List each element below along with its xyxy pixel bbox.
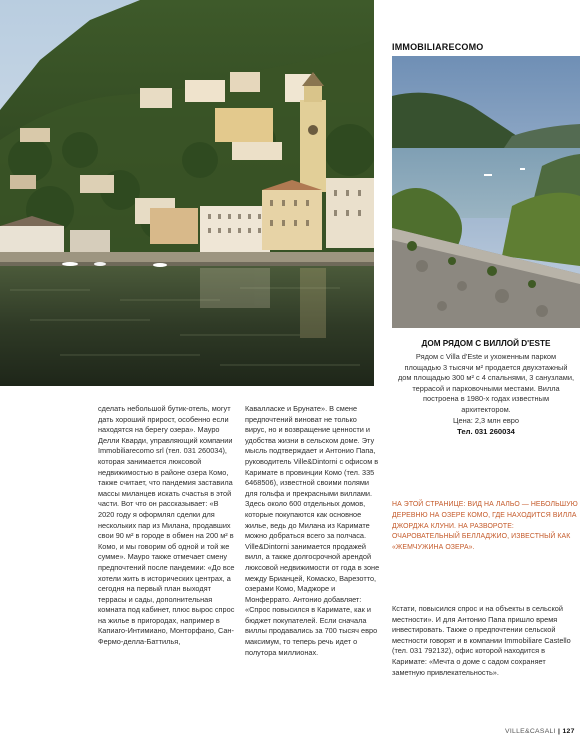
page-number: 127 [562, 728, 575, 735]
body-text: сделать небольшой бутик-отель, могут дать хороший прирост, особенно если находятся на берегу озера». Мауро Делли Кварди, управляющий компании Immobiliarecomo srl (тел. 031 260034), которая занимается люксовой недвижимостью в районе озера Комо, также считает, что пандемия заставила массы миланцев искать счастья в этой части. Вот что он рассказывает: «В 2020 году я оформлял сделки для нескольких пар из Милана, продавших свои 90 м² в городе в обмен на 200 м² в Комо, и мы говорим об одной и той же сумме». Мауро также отмечает смену предпочтений после пандемии: «До все хотели жить в исторических центрах, а сегодня на первый план выходят террасы и сады, дополнительная комната под кабинет, плюс вырос спрос на жилье в пригородах, например в Капиаго-Интимиано, Монторфано, Сан-Фермо-делла-Баттилья, [98, 404, 235, 647]
body-column-1 [98, 404, 236, 648]
photo-caption: НА ЭТОЙ СТРАНИЦЕ: ВИД НА ЛАЛЬО — НЕБОЛЬШУЮ ДЕРЕВНЮ НА ОЗЕРЕ КОМО, ГДЕ НАХОДИТСЯ ВИЛЛА ДЖОРДЖА КЛУНИ. НА РАЗВОРОТЕ: ОЧАРОВАТЕЛЬНЫЙ БЕЛЛАДЖИО, ИЗВЕСТНЫЙ КАК «ЖЕМЧУЖИНА ОЗЕРА». [392, 501, 578, 552]
section-label: IMMOBILIARECOMO [392, 42, 484, 52]
body-column-2 [245, 404, 380, 658]
listing-phone: Тел. 031 260034 [457, 427, 515, 437]
magazine-name: VILLE&CASALI [505, 728, 556, 735]
page-footer: VILLE&CASALI | 127 [505, 728, 575, 735]
listing-price: Цена: 2,3 млн евро [453, 415, 519, 425]
listing-title: ДОМ РЯДОМ С ВИЛЛОЙ D'ESTE [421, 339, 551, 348]
main-photo-laglio [0, 0, 374, 386]
body-text: Кстати, повысился спрос и на объекты в сельской местности». И для Антонио Папа пришло время инвестировать. Также о предпочтении сельской местности говорят и в компании Immobiliare Castello (тел. 031 792132), офис которой находится в Каримате: «Мечта о доме с садом сохраняет заметную привлекательность». [392, 604, 571, 677]
side-photo-lake-view [392, 56, 580, 328]
listing-description: Рядом с Villa d'Este и ухоженным парком площадью 3 тысячи м² продается двухэтажный дом площадью 300 м² с 4 спальнями, 3 санузлами, террасой и парковочными местами. Вилла построена в 1980-х годах известным архитектором. [398, 352, 575, 414]
body-text: Кавалласке и Брунате». В смене предпочтений виноват не только вирус, но и возвращение ценности и удобства жизни в сельском доме. Эту мысль подтверждает и Антонио Папа, руководитель Ville&Dintorni с офисом в Каримате в провинции Комо (тел. 335 6468506), известной своими полями для гольфа и прекрасными виллами. Здесь около 600 отдельных домов, которые покупаются как основное жилье, ведь до Милана из Каримате можно добраться всего за полчаса. Ville&Dintorni занимается продажей вилл, а также долгосрочной арендой люксовой недвижимости от года в зоне между Брианцей, Комаско, Варезотто, озерами Комо, Маджоре и Монферрато. Антонио добавляет: «Спрос повысился в Каримате, как и бюджет покупателей. Если сначала виллы продавались за 700 тысяч евро максимум, то теперь речь идет о полутора миллионах. [245, 404, 380, 657]
body-column-3 [392, 604, 575, 678]
listing-box [392, 338, 580, 437]
